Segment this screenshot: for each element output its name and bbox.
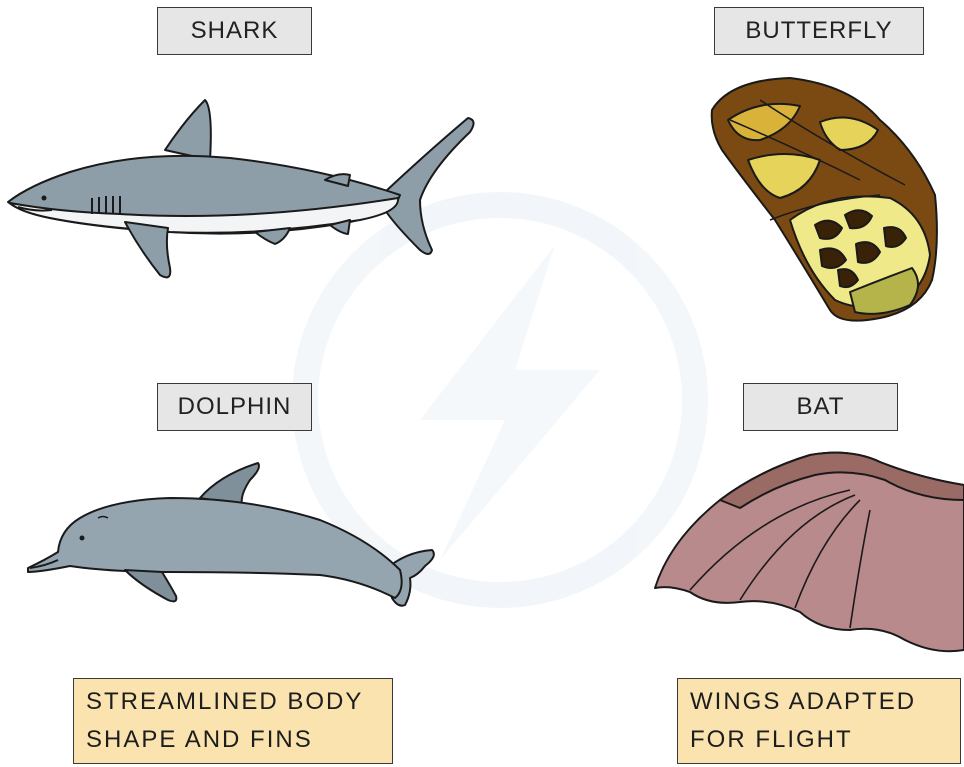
- note-line-1: STREAMLINED BODY: [86, 688, 364, 715]
- note-line-2: FOR FLIGHT: [690, 726, 853, 753]
- watermark-logo-icon: [305, 205, 695, 595]
- label-dolphin: DOLPHIN: [157, 383, 312, 431]
- label-bat: BAT: [743, 383, 898, 431]
- label-shark: SHARK: [157, 7, 312, 55]
- note-wings-adapted: [677, 678, 961, 764]
- bat-wing-illustration: [655, 453, 964, 652]
- butterfly-wing-illustration: [712, 78, 937, 321]
- shark-illustration: [8, 100, 474, 277]
- note-line-1: WINGS ADAPTED: [690, 688, 917, 715]
- label-butterfly: BUTTERFLY: [714, 7, 924, 55]
- note-streamlined-body: [73, 678, 393, 764]
- note-line-2: SHAPE AND FINS: [86, 726, 313, 753]
